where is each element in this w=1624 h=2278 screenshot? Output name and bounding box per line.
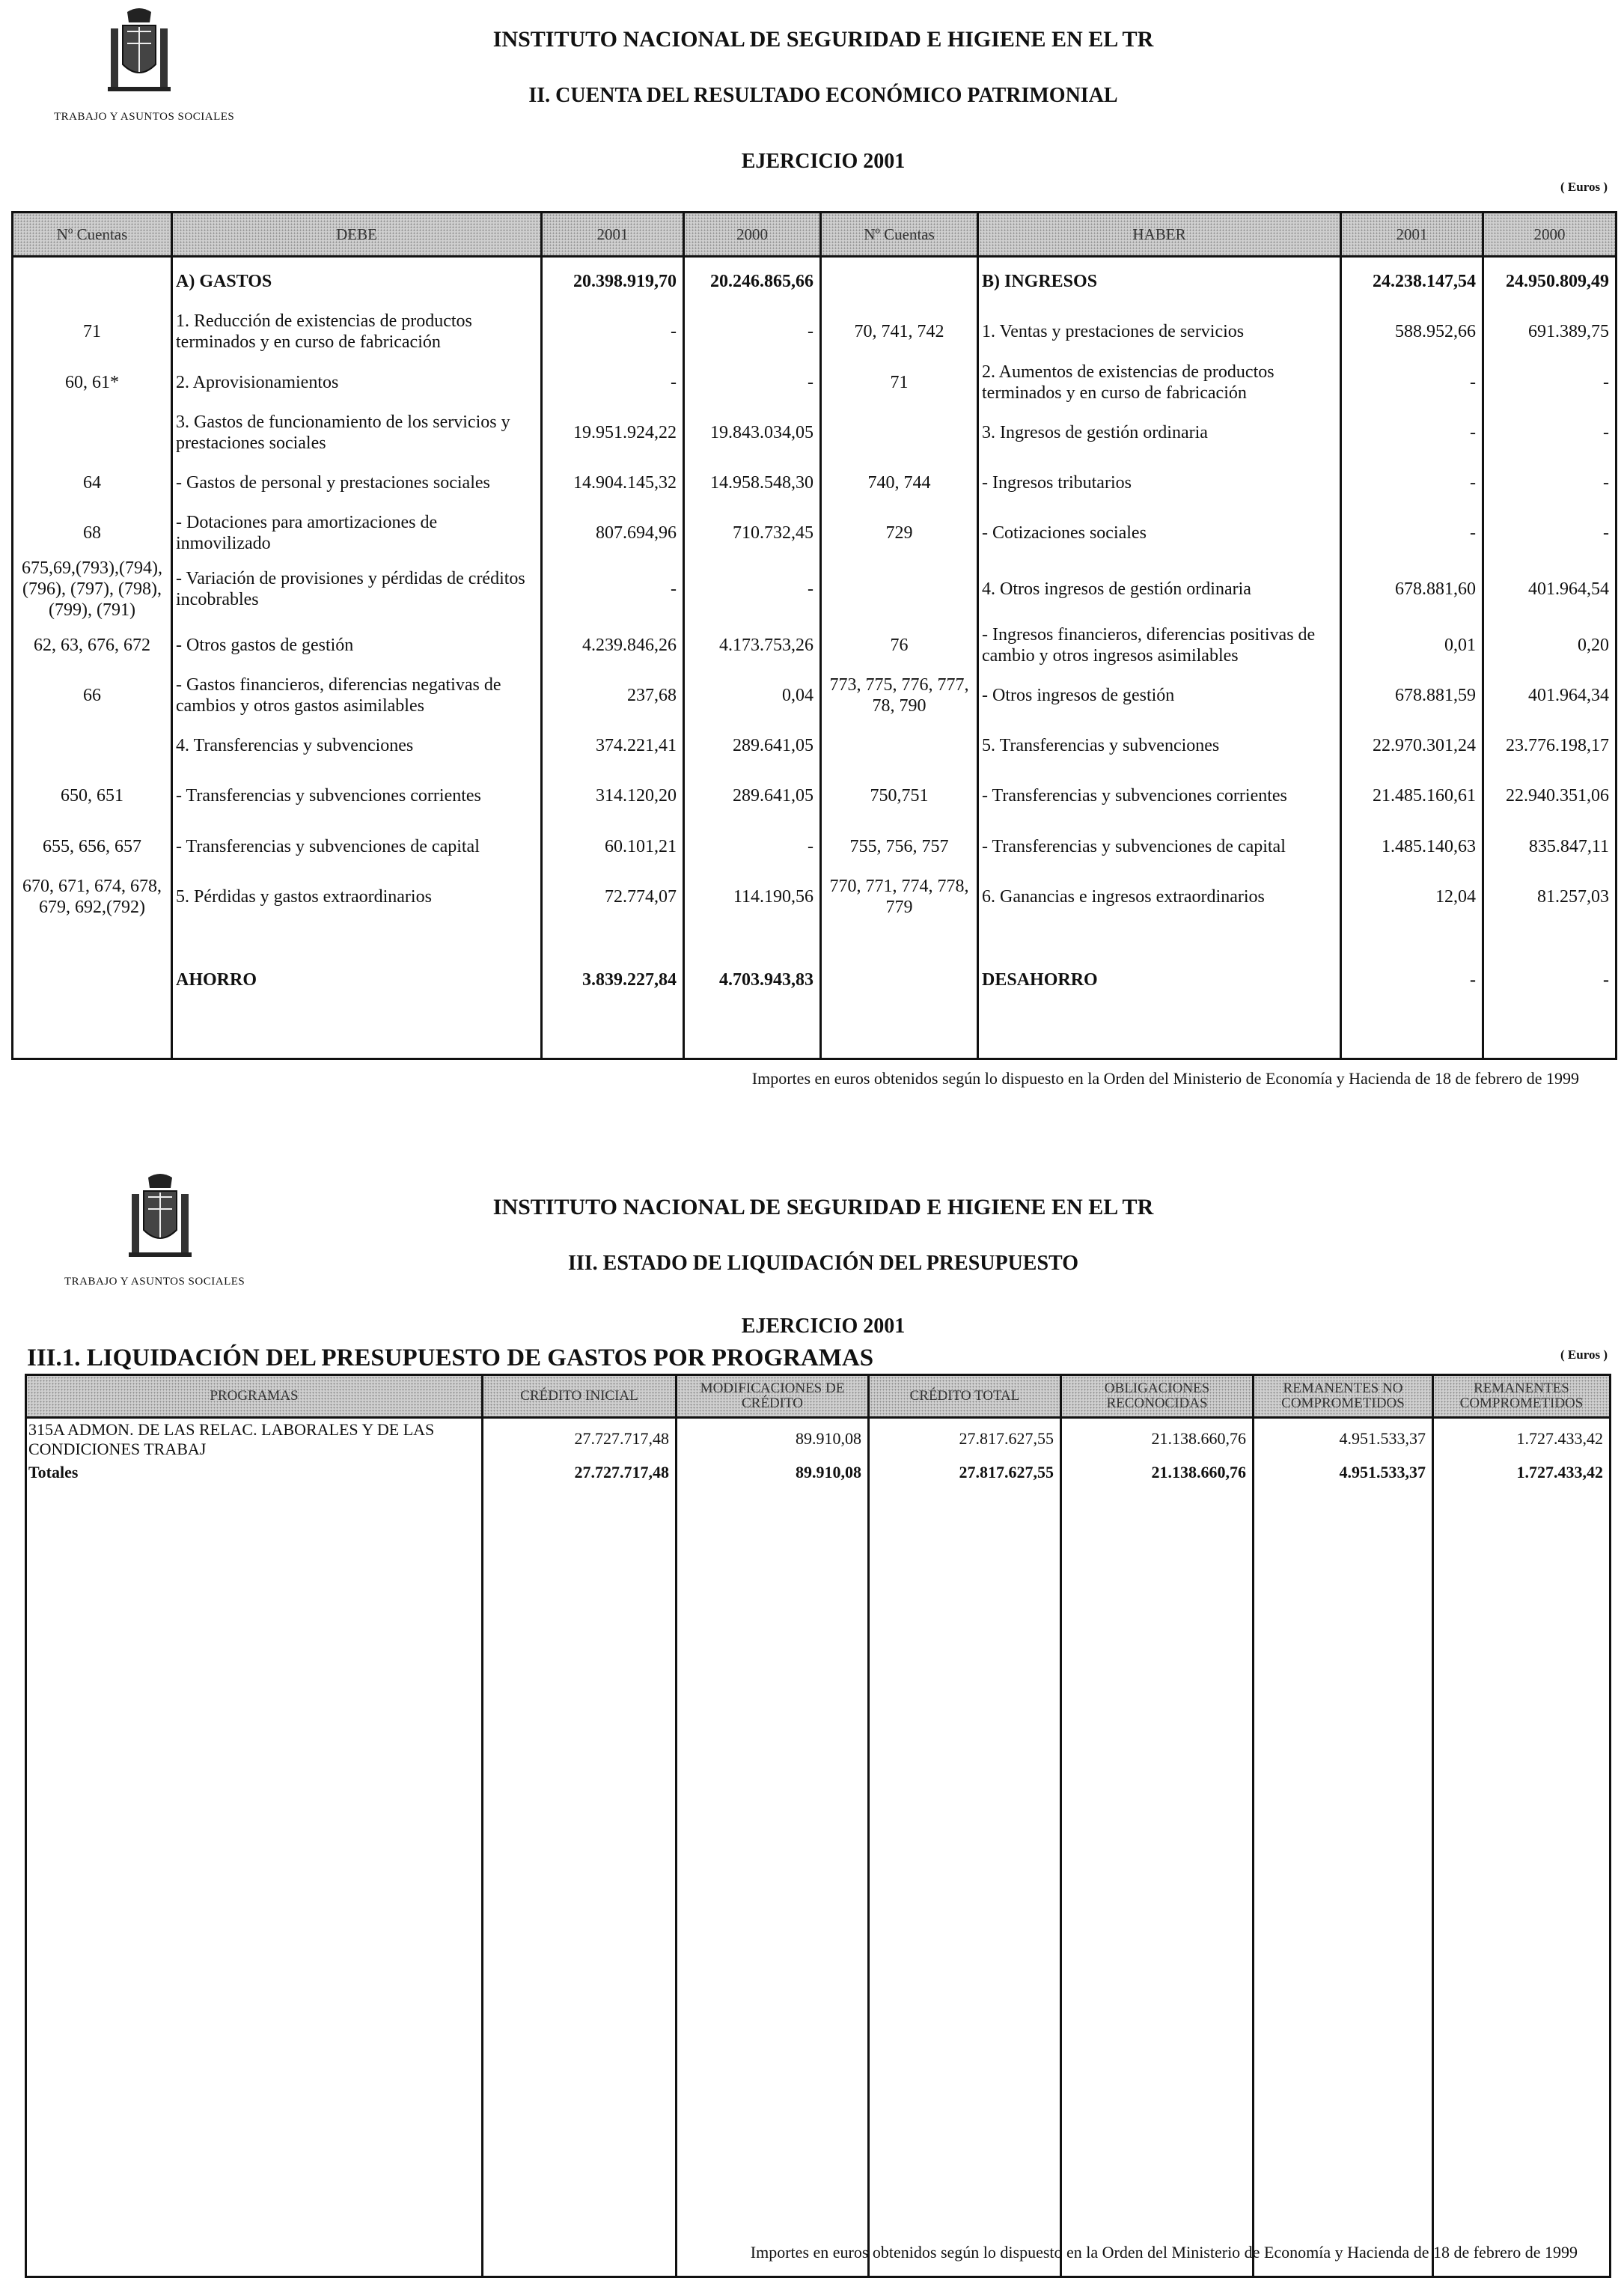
table-row xyxy=(13,621,1617,670)
table-row xyxy=(13,508,1617,558)
debe-concepto-cell: - Gastos financieros, diferencias negativas de cambios y otros gastos asimilables xyxy=(172,670,542,721)
amount-cell: 4.951.533,37 xyxy=(1254,1461,1433,2277)
debe-cuentas-cell: 670, 671, 674, 678, 679, 692,(792) xyxy=(13,872,172,922)
haber-concepto-cell xyxy=(978,922,1341,957)
footnote: Importes en euros obtenidos según lo dispuesto en la Orden del Ministerio de Economía y Hacienda de 18 de febrero de 1999 xyxy=(750,2243,1578,2262)
haber-2001-cell: 1.485.140,63 xyxy=(1341,821,1483,872)
debe-cuentas-cell: 64 xyxy=(13,457,172,508)
column-header: Nº Cuentas xyxy=(13,213,172,257)
debe-cuentas-cell xyxy=(13,257,172,306)
table-row xyxy=(13,357,1617,408)
debe-2001-cell: 19.951.924,22 xyxy=(542,408,684,457)
debe-2000-cell: - xyxy=(684,357,821,408)
table-row xyxy=(13,821,1617,872)
debe-2001-cell: 20.398.919,70 xyxy=(542,257,684,306)
haber-concepto-cell xyxy=(978,1002,1341,1059)
section-title: III. ESTADO DE LIQUIDACIÓN DEL PRESUPUESTO xyxy=(567,1252,1079,1275)
debe-2000-cell: 4.173.753,26 xyxy=(684,621,821,670)
debe-2001-cell: 4.239.846,26 xyxy=(542,621,684,670)
debe-concepto-cell: - Variación de provisiones y pérdidas de créditos incobrables xyxy=(172,558,542,621)
haber-concepto-cell: B) INGRESOS xyxy=(978,257,1341,306)
debe-2000-cell: 114.190,56 xyxy=(684,872,821,922)
debe-concepto-cell: 3. Gastos de funcionamiento de los servicios y prestaciones sociales xyxy=(172,408,542,457)
debe-cuentas-cell xyxy=(13,1002,172,1059)
debe-cuentas-cell: 655, 656, 657 xyxy=(13,821,172,872)
cuenta-resultado-table xyxy=(11,211,1617,1060)
column-header: 2001 xyxy=(1341,213,1483,257)
debe-2001-cell: 807.694,96 xyxy=(542,508,684,558)
debe-cuentas-cell: 675,69,(793),(794), (796), (797), (798), (799), (791) xyxy=(13,558,172,621)
column-header: 2000 xyxy=(684,213,821,257)
haber-cuentas-cell xyxy=(821,408,978,457)
institution-title: INSTITUTO NACIONAL DE SEGURIDAD E HIGIENE EN EL TR xyxy=(492,27,1154,52)
debe-2000-cell: 14.958.548,30 xyxy=(684,457,821,508)
units-label: ( Euros ) xyxy=(1560,1347,1608,1362)
column-header: OBLIGACIONES RECONOCIDAS xyxy=(1061,1375,1254,1418)
haber-cuentas-cell: 70, 741, 742 xyxy=(821,306,978,357)
debe-2000-cell: 289.641,05 xyxy=(684,770,821,821)
debe-concepto-cell: - Otros gastos de gestión xyxy=(172,621,542,670)
haber-2000-cell: 0,20 xyxy=(1483,621,1617,670)
debe-2000-cell: - xyxy=(684,306,821,357)
haber-2001-cell: 22.970.301,24 xyxy=(1341,721,1483,770)
table-row xyxy=(13,457,1617,508)
table-row xyxy=(13,306,1617,357)
ministry-name: TRABAJO Y ASUNTOS SOCIALES xyxy=(64,1276,245,1288)
amount-cell: 1.727.433,42 xyxy=(1433,1461,1611,2277)
column-header: REMANENTES COMPROMETIDOS xyxy=(1433,1375,1611,1418)
programa-cell: Totales xyxy=(26,1461,483,2277)
debe-2001-cell: - xyxy=(542,357,684,408)
table-row xyxy=(13,721,1617,770)
haber-2000-cell: 835.847,11 xyxy=(1483,821,1617,872)
haber-2001-cell: - xyxy=(1341,357,1483,408)
haber-concepto-cell: 4. Otros ingresos de gestión ordinaria xyxy=(978,558,1341,621)
haber-2001-cell: 21.485.160,61 xyxy=(1341,770,1483,821)
haber-cuentas-cell: 755, 756, 757 xyxy=(821,821,978,872)
haber-cuentas-cell xyxy=(821,922,978,957)
haber-cuentas-cell: 750,751 xyxy=(821,770,978,821)
haber-2001-cell: 678.881,59 xyxy=(1341,670,1483,721)
haber-2001-cell: - xyxy=(1341,957,1483,1002)
ejercicio-label: EJERCICIO 2001 xyxy=(741,1315,906,1338)
debe-2000-cell: 4.703.943,83 xyxy=(684,957,821,1002)
debe-concepto-cell: A) GASTOS xyxy=(172,257,542,306)
debe-cuentas-cell: 650, 651 xyxy=(13,770,172,821)
haber-2000-cell: 24.950.809,49 xyxy=(1483,257,1617,306)
amount-cell: 89.910,08 xyxy=(677,1461,869,2277)
haber-cuentas-cell: 76 xyxy=(821,621,978,670)
haber-concepto-cell: - Otros ingresos de gestión xyxy=(978,670,1341,721)
debe-concepto-cell xyxy=(172,922,542,957)
haber-2000-cell: - xyxy=(1483,457,1617,508)
table-row xyxy=(13,922,1617,957)
debe-concepto-cell: 4. Transferencias y subvenciones xyxy=(172,721,542,770)
table-row xyxy=(13,770,1617,821)
haber-2000-cell: - xyxy=(1483,957,1617,1002)
debe-2001-cell: 237,68 xyxy=(542,670,684,721)
haber-2000-cell: - xyxy=(1483,408,1617,457)
debe-concepto-cell: - Gastos de personal y prestaciones sociales xyxy=(172,457,542,508)
debe-concepto-cell: - Transferencias y subvenciones corrientes xyxy=(172,770,542,821)
haber-concepto-cell: - Transferencias y subvenciones de capital xyxy=(978,821,1341,872)
column-header: 2001 xyxy=(542,213,684,257)
debe-concepto-cell: 2. Aprovisionamientos xyxy=(172,357,542,408)
haber-cuentas-cell: 71 xyxy=(821,357,978,408)
haber-2001-cell: 678.881,60 xyxy=(1341,558,1483,621)
debe-cuentas-cell xyxy=(13,721,172,770)
haber-2000-cell xyxy=(1483,1002,1617,1059)
table-row xyxy=(13,408,1617,457)
table-row xyxy=(13,872,1617,922)
debe-cuentas-cell xyxy=(13,957,172,1002)
coat-of-arms-logo xyxy=(126,1172,195,1260)
debe-2000-cell: 0,04 xyxy=(684,670,821,721)
debe-2000-cell: - xyxy=(684,821,821,872)
units-label: ( Euros ) xyxy=(1560,180,1608,194)
ministry-name: TRABAJO Y ASUNTOS SOCIALES xyxy=(54,111,235,123)
debe-2001-cell: 72.774,07 xyxy=(542,872,684,922)
haber-concepto-cell: - Ingresos tributarios xyxy=(978,457,1341,508)
liquidacion-gastos-table xyxy=(25,1374,1611,2278)
column-header: MODIFICACIONES DE CRÉDITO xyxy=(677,1375,869,1418)
haber-2001-cell: 588.952,66 xyxy=(1341,306,1483,357)
debe-2001-cell xyxy=(542,922,684,957)
haber-concepto-cell: 6. Ganancias e ingresos extraordinarios xyxy=(978,872,1341,922)
debe-concepto-cell xyxy=(172,1002,542,1059)
haber-cuentas-cell: 770, 771, 774, 778, 779 xyxy=(821,872,978,922)
haber-2001-cell: 24.238.147,54 xyxy=(1341,257,1483,306)
haber-cuentas-cell xyxy=(821,558,978,621)
amount-cell: 27.817.627,55 xyxy=(869,1418,1061,1461)
debe-cuentas-cell: 71 xyxy=(13,306,172,357)
haber-concepto-cell: 3. Ingresos de gestión ordinaria xyxy=(978,408,1341,457)
footnote: Importes en euros obtenidos según lo dispuesto en la Orden del Ministerio de Economía y Hacienda de 18 de febrero de 1999 xyxy=(751,1069,1579,1088)
table-row xyxy=(13,558,1617,621)
coat-of-arms-logo xyxy=(105,6,174,94)
debe-cuentas-cell: 66 xyxy=(13,670,172,721)
debe-concepto-cell: - Dotaciones para amortizaciones de inmovilizado xyxy=(172,508,542,558)
debe-cuentas-cell xyxy=(13,408,172,457)
debe-2001-cell: - xyxy=(542,558,684,621)
debe-2001-cell: 60.101,21 xyxy=(542,821,684,872)
debe-cuentas-cell: 60, 61* xyxy=(13,357,172,408)
haber-2000-cell: 691.389,75 xyxy=(1483,306,1617,357)
table-row xyxy=(26,1461,1611,2277)
haber-2001-cell xyxy=(1341,922,1483,957)
haber-2000-cell: 22.940.351,06 xyxy=(1483,770,1617,821)
debe-concepto-cell: - Transferencias y subvenciones de capital xyxy=(172,821,542,872)
haber-2000-cell: 81.257,03 xyxy=(1483,872,1617,922)
haber-cuentas-cell xyxy=(821,721,978,770)
debe-cuentas-cell: 62, 63, 676, 672 xyxy=(13,621,172,670)
amount-cell: 21.138.660,76 xyxy=(1061,1418,1254,1461)
column-header: Nº Cuentas xyxy=(821,213,978,257)
column-header: HABER xyxy=(978,213,1341,257)
amount-cell: 27.727.717,48 xyxy=(483,1461,677,2277)
haber-concepto-cell: 5. Transferencias y subvenciones xyxy=(978,721,1341,770)
haber-2000-cell: - xyxy=(1483,357,1617,408)
subsection-title: III.1. LIQUIDACIÓN DEL PRESUPUESTO DE GASTOS POR PROGRAMAS xyxy=(27,1344,874,1371)
haber-2000-cell: 23.776.198,17 xyxy=(1483,721,1617,770)
debe-2000-cell: 19.843.034,05 xyxy=(684,408,821,457)
debe-2001-cell xyxy=(542,1002,684,1059)
debe-2000-cell: - xyxy=(684,558,821,621)
haber-2000-cell: 401.964,54 xyxy=(1483,558,1617,621)
column-header: CRÉDITO TOTAL xyxy=(869,1375,1061,1418)
debe-concepto-cell: AHORRO xyxy=(172,957,542,1002)
haber-cuentas-cell: 773, 775, 776, 777, 78, 790 xyxy=(821,670,978,721)
haber-2001-cell xyxy=(1341,1002,1483,1059)
haber-2001-cell: - xyxy=(1341,508,1483,558)
amount-cell: 89.910,08 xyxy=(677,1418,869,1461)
haber-concepto-cell: - Transferencias y subvenciones corrientes xyxy=(978,770,1341,821)
institution-title: INSTITUTO NACIONAL DE SEGURIDAD E HIGIENE EN EL TR xyxy=(492,1195,1154,1219)
amount-cell: 1.727.433,42 xyxy=(1433,1418,1611,1461)
haber-concepto-cell: - Ingresos financieros, diferencias positivas de cambio y otros ingresos asimilables xyxy=(978,621,1341,670)
debe-cuentas-cell xyxy=(13,922,172,957)
haber-cuentas-cell: 740, 744 xyxy=(821,457,978,508)
debe-concepto-cell: 1. Reducción de existencias de productos terminados y en curso de fabricación xyxy=(172,306,542,357)
amount-cell: 21.138.660,76 xyxy=(1061,1461,1254,2277)
debe-2000-cell: 20.246.865,66 xyxy=(684,257,821,306)
amount-cell: 27.817.627,55 xyxy=(869,1461,1061,2277)
haber-concepto-cell: - Cotizaciones sociales xyxy=(978,508,1341,558)
debe-2000-cell: 289.641,05 xyxy=(684,721,821,770)
debe-2000-cell xyxy=(684,922,821,957)
programa-cell: 315A ADMON. DE LAS RELAC. LABORALES Y DE LAS CONDICIONES TRABAJ xyxy=(26,1418,483,1461)
amount-cell: 27.727.717,48 xyxy=(483,1418,677,1461)
column-header: PROGRAMAS xyxy=(26,1375,483,1418)
amount-cell: 4.951.533,37 xyxy=(1254,1418,1433,1461)
debe-2000-cell xyxy=(684,1002,821,1059)
column-header: DEBE xyxy=(172,213,542,257)
column-header: 2000 xyxy=(1483,213,1617,257)
debe-2001-cell: - xyxy=(542,306,684,357)
haber-concepto-cell: 2. Aumentos de existencias de productos terminados y en curso de fabricación xyxy=(978,357,1341,408)
haber-cuentas-cell xyxy=(821,1002,978,1059)
debe-cuentas-cell: 68 xyxy=(13,508,172,558)
table-row xyxy=(13,957,1617,1002)
debe-2001-cell: 3.839.227,84 xyxy=(542,957,684,1002)
table-row xyxy=(13,670,1617,721)
haber-cuentas-cell xyxy=(821,957,978,1002)
section-title: II. CUENTA DEL RESULTADO ECONÓMICO PATRIMONIAL xyxy=(528,84,1118,107)
table-row xyxy=(13,1002,1617,1059)
haber-2000-cell xyxy=(1483,922,1617,957)
debe-concepto-cell: 5. Pérdidas y gastos extraordinarios xyxy=(172,872,542,922)
debe-2001-cell: 14.904.145,32 xyxy=(542,457,684,508)
haber-cuentas-cell: 729 xyxy=(821,508,978,558)
debe-2000-cell: 710.732,45 xyxy=(684,508,821,558)
debe-2001-cell: 374.221,41 xyxy=(542,721,684,770)
column-header: REMANENTES NO COMPROMETIDOS xyxy=(1254,1375,1433,1418)
haber-2000-cell: 401.964,34 xyxy=(1483,670,1617,721)
table-row xyxy=(13,257,1617,306)
debe-2001-cell: 314.120,20 xyxy=(542,770,684,821)
haber-concepto-cell: DESAHORRO xyxy=(978,957,1341,1002)
haber-2001-cell: - xyxy=(1341,457,1483,508)
haber-concepto-cell: 1. Ventas y prestaciones de servicios xyxy=(978,306,1341,357)
column-header: CRÉDITO INICIAL xyxy=(483,1375,677,1418)
haber-2000-cell: - xyxy=(1483,508,1617,558)
haber-2001-cell: 0,01 xyxy=(1341,621,1483,670)
haber-cuentas-cell xyxy=(821,257,978,306)
table-row xyxy=(26,1418,1611,1461)
ejercicio-label: EJERCICIO 2001 xyxy=(741,150,906,173)
haber-2001-cell: 12,04 xyxy=(1341,872,1483,922)
haber-2001-cell: - xyxy=(1341,408,1483,457)
